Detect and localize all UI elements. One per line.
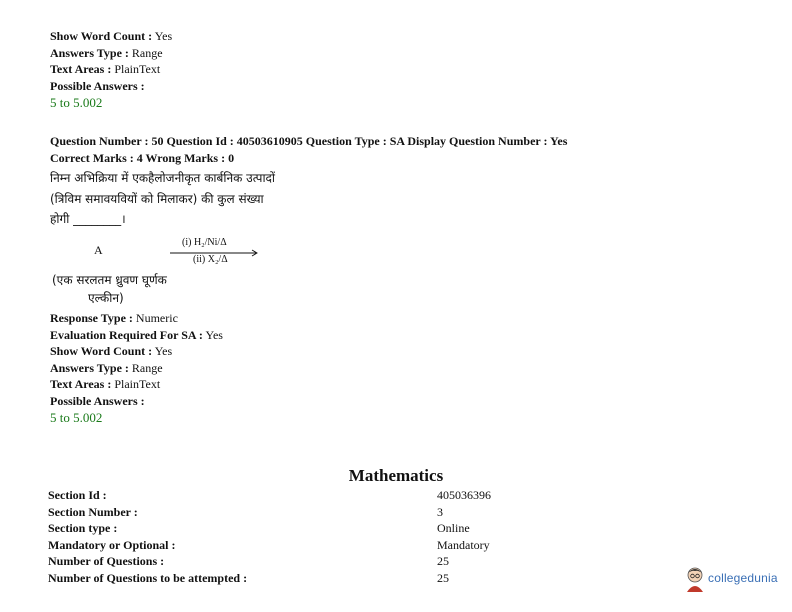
- note-line-1: (एक सरलतम ध्रुवण घूर्णक: [52, 273, 167, 287]
- reaction-step-2: (ii) X₂/Δ: [193, 254, 228, 265]
- section-title: Mathematics: [348, 466, 444, 485]
- answers-type-line: Answers Type : Range: [50, 46, 163, 60]
- section-number-value: 3: [437, 505, 443, 519]
- section-number-label: Section Number :: [48, 505, 138, 519]
- mascot-avatar-icon: [684, 566, 706, 592]
- answers-type-line-2: Answers Type : Range: [50, 361, 163, 375]
- evaluation-required-line: Evaluation Required For SA : Yes: [50, 328, 223, 342]
- response-type-line: Response Type : Numeric: [50, 311, 178, 325]
- note-line-2: एल्कीन): [88, 291, 124, 305]
- section-type-value: Online: [437, 521, 470, 535]
- possible-answers-line-2: Possible Answers :: [50, 394, 145, 408]
- mandatory-label: Mandatory or Optional :: [48, 538, 176, 552]
- question-header: Question Number : 50 Question Id : 40503610905 Question Type : SA Display Question Number : Yes: [50, 134, 568, 148]
- mandatory-value: Mandatory: [437, 538, 490, 552]
- logo-text: collegedunia: [708, 571, 778, 585]
- reactant-label: A: [94, 243, 103, 257]
- text-areas-line-2: Text Areas : PlainText: [50, 377, 161, 391]
- text-areas-line: Text Areas : PlainText: [50, 62, 161, 76]
- question-text-line-1: निम्न अभिक्रिया में एकहैलोजनीकृत कार्बनिक उत्पादों: [50, 171, 276, 185]
- num-questions-value: 25: [437, 554, 449, 568]
- reaction-step-1: (i) H₂/Ni/Δ: [182, 237, 227, 248]
- question-text-line-2: (त्रिविम समावयवियों को मिलाकर) की कुल संख्या: [50, 192, 264, 206]
- num-attempt-label: Number of Questions to be attempted :: [48, 571, 248, 585]
- num-attempt-value: 25: [437, 571, 449, 585]
- possible-answers-value-2: 5 to 5.002: [50, 410, 103, 425]
- section-id-label: Section Id :: [48, 488, 107, 502]
- possible-answers-value: 5 to 5.002: [50, 95, 103, 110]
- section-id-value: 405036396: [437, 488, 491, 502]
- question-marks: Correct Marks : 4 Wrong Marks : 0: [50, 151, 235, 165]
- num-questions-label: Number of Questions :: [48, 554, 165, 568]
- question-text-line-3: होगी ________।: [50, 212, 126, 226]
- show-word-count-line: Show Word Count : Yes: [50, 29, 173, 43]
- show-word-count-line-2: Show Word Count : Yes: [50, 344, 173, 358]
- possible-answers-line: Possible Answers :: [50, 79, 145, 93]
- collegedunia-logo: [684, 566, 784, 596]
- section-type-label: Section type :: [48, 521, 118, 535]
